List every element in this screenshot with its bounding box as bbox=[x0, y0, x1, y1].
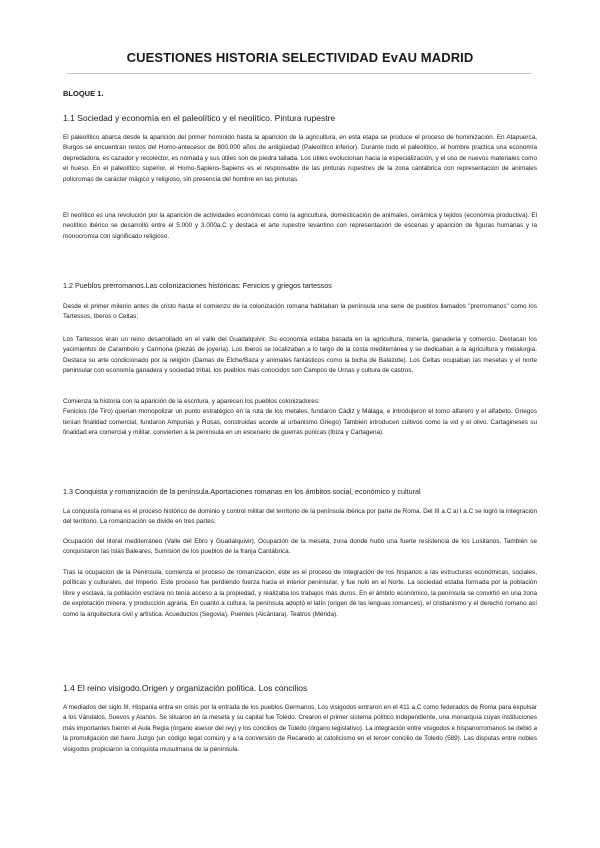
section-1-1-paragraph-2 bbox=[63, 211, 537, 242]
document-title: CUESTIONES HISTORIA SELECTIVIDAD EvAU MADRID bbox=[126, 50, 474, 65]
title-divider bbox=[66, 73, 532, 74]
section-1-2-paragraph-2 bbox=[63, 335, 537, 377]
section-1-2-paragraph-1 bbox=[63, 302, 537, 323]
paragraph-text: Los Tartessos eran un reino desarrollado en el valle del Guadalquivir. Su economía estaba basada en la agricultura, minería, ganadería y comercio. Destacan los yacimientos de Carambolo y Carmona (piezas de joyería). Los Iberos se localizaban a lo largo de la costa mediterránea y se dedicaban a la agricultura y metalurgia. Destaca su arte condicionado por la religión (Damas de Elche/Baza y animales fantásticos como la bicha de Balazote). Los Celtas ocupaban las mesetas y el norte peninsular con economía ganadera y sociedad tribal, los pueblos más conocidos son Campos de Urnas y cultura de castros. bbox=[63, 336, 537, 375]
section-1-3-paragraph-3 bbox=[63, 568, 537, 620]
section-1-2-paragraph-3 bbox=[63, 397, 537, 439]
paragraph-text: A mediados del siglo III, Hispania entra en crisis por la entrada de los pueblos Germanos, Los visigodos entraron en el 411 a.C como federados de Roma para expulsar a los Vándalos, Suevos y Alanos. Se situaron en la meseta y su capital fue Toledo. Crearon el primer sistema político independiente, una monarquía cuyas instituciones más importantes fueron el Aula Regia (órgano asesor del rey) y los concilios de Toledo (órgano legislativo). La integración entre visigodos e hispanorromanos se debió a la promulgación del fuero Juzgo (un código legal común) y a la conversión de Recaredo al catolicismo en el tercer concilio de Toledo (589). Las disputas entre nobles visigodos propiciaron la conquista musulmana de la península. bbox=[63, 704, 537, 753]
section-1-1-paragraph-1 bbox=[63, 133, 537, 185]
section-heading-1-1: 1.1 Sociedad y economía en el paleolítico y el neolítico. Pintura rupestre bbox=[63, 113, 336, 123]
section-heading-1-2: 1.2 Pueblos prerromanos.Las colonizaciones históricas: Fenicios y griegos tartessos bbox=[63, 281, 332, 290]
section-heading-1-4: 1.4 El reino visigodo.Origen y organización política. Los concilios bbox=[63, 683, 308, 693]
paragraph-text: Desde el primer milenio antes de cristo hasta el comienzo de la colonización romana habitaban la península una serie de pueblos llamados "prerromanos" como los Tartessos, Iberos o Celtas; bbox=[63, 303, 537, 321]
paragraph-text: Comienza la historia con la aparición de la escritura, y aparecen los pueblos colonizadores: Fenicios (de Tiro) querían monopolizar un punto estratégico en la ruta de los metales, fundaron Cádiz y Málaga, e introdujeron el torno alfarero y el alfabeto. Griegos tenían finalidad comercial, fundaron Ampurias y Rosas, construidas acorde al urbanismo Griego) También introducen cultivos como la vid y el olivo. Cartagineses su finalidad era comercial y militar, convierten a la península en un escenario de guerras púnicas (Ibiza y Cartagena). bbox=[63, 398, 537, 437]
paragraph-text: El paleolítico abarca desde la aparición del primer homínido hasta la aparición de la agricultura, en esta etapa se produce el proceso de hominización. En Atapuerca, Burgos se encuentran restos del Homo-antecesor de 800.000 años de antigüedad (Paleolítico inferior). Durante todo el paleolítico, el hombre practica una economía depredadora, es cazador y recolector, es nómada y sus útiles son de piedra tallada. Los útiles evolucionan hacia la especialización, y el uso de nuevos materiales como el hueso. En el paleolítico superior, el Homo-Sapiens-Sapiens es el responsable de las pinturas rupestres de la zona cantábrica con representación de animales policromas de carácter mágico y religioso, sin presencia del hombre en las pinturas. bbox=[63, 134, 537, 183]
paragraph-text: La conquista romana es el proceso histórico de dominio y control militar del territorio de la península ibérica por parte de Roma. Del III a.C al I a.C se logró la integración del territorio. La romanización se divide en tres partes; bbox=[63, 508, 537, 526]
paragraph-text: Tras la ocupación de la Península, comienza el proceso de romanización, este es el proceso de integración de los hispanos a las estructuras económicas, sociales, políticas y culturales, del Imperio. Este proceso fue perdiendo fuerza hacia el interior peninsular, y fue nulo en el Norte. La sociedad estaba formada por la población libre y esclava, la población esclava no tenía acceso a la propiedad, y realizaba los trabajos más duros. En el ámbito económico, la península se convirtió en una zona de explotación minera, y producción agraria. En cuanto a cultura, la península adoptó el latín (origen de las lenguas romances), el cristianismo y el derecho romano así como la arquitectura civil y artística: Acueductos (Segovia), Puentes (Alcántara). Teatros (Mérida). bbox=[63, 569, 537, 618]
section-1-4-paragraph-1 bbox=[63, 703, 537, 755]
section-heading-1-3: 1.3 Conquista y romanización de la península.Aportaciones romanas en los ámbitos social, económico y cultural bbox=[63, 487, 421, 496]
block-label: BLOQUE 1. bbox=[63, 89, 104, 98]
section-1-3-paragraph-2 bbox=[63, 537, 537, 558]
paragraph-text: Ocupación del litoral mediterráneo (Valle del Ebro y Guadalquivir), Ocupación de la meseta, zona donde hubo una fuerte resistencia de los Lusitanos. También se conquistaron las Islas Baleares, Sumisión de los pueblos de la franja Cantábrica. bbox=[63, 538, 537, 556]
section-1-3-paragraph-1 bbox=[63, 507, 537, 528]
paragraph-text: El neolítico es una revolución por la aparición de actividades económicas como la agricultura, domesticación de animales, cerámica y tejidos (economía productiva). El neolítico ibérico se desarrolló entre el 5.000 y 3.000a.C y destaca el arte rupestre levantino con representación de escenas y aparición de figuras humanas y la monocromía con significado religioso. bbox=[63, 212, 537, 240]
